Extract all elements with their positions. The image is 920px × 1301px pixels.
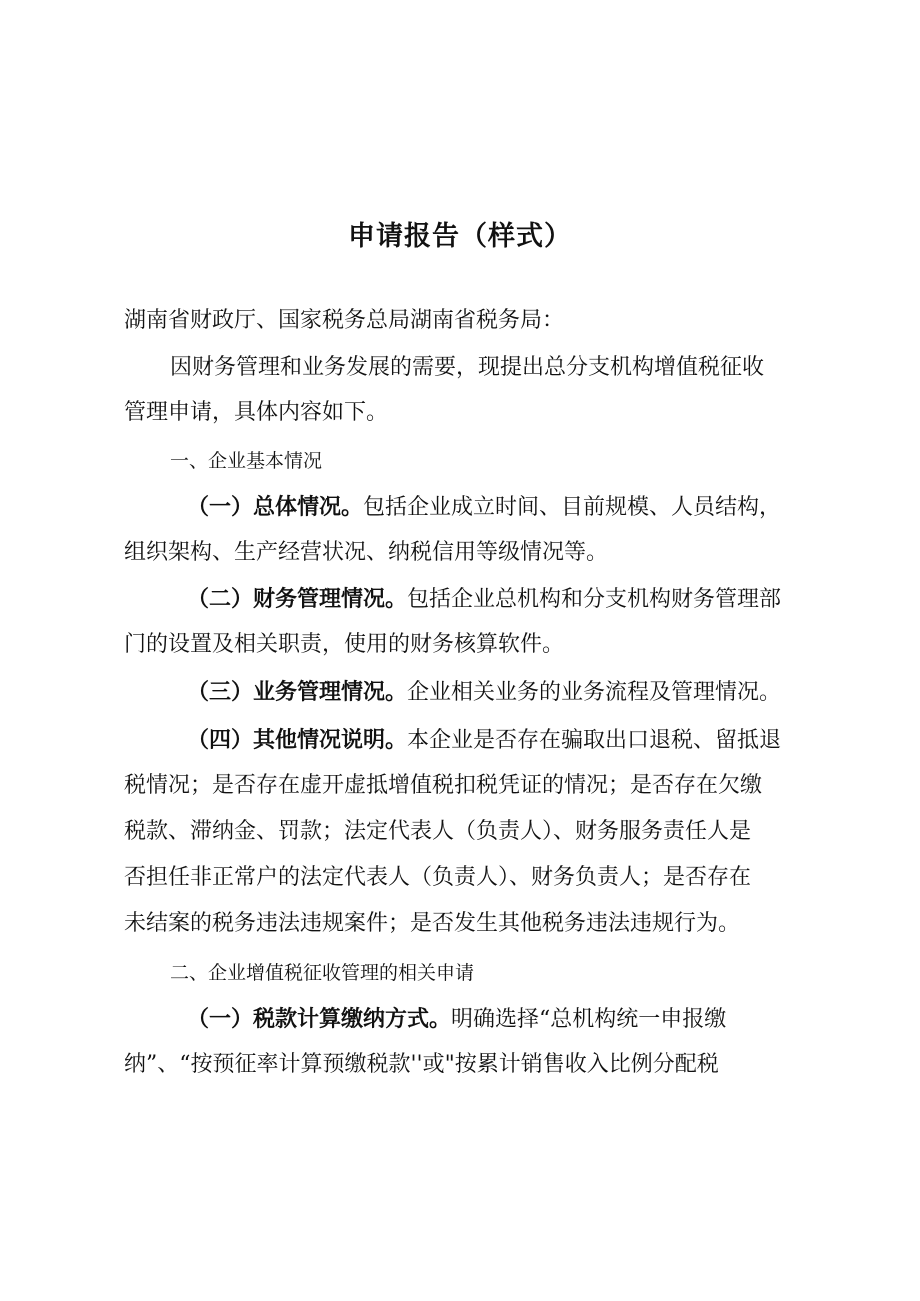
- paragraph-line: 税情况；是否存在虚开虚抵增值税扣税凭证的情况；是否存在欠缴: [124, 773, 763, 798]
- item-text: 明确选择“总机构统一申报缴: [451, 1007, 727, 1032]
- item-label: （四）其他情况说明。: [187, 727, 408, 753]
- paragraph-line: [187, 725, 781, 756]
- item-text: 本企业是否存在骗取出口退税、留抵退: [407, 728, 782, 753]
- section-heading: 二、企业增值税征收管理的相关申请: [170, 962, 475, 984]
- paragraph-line: 未结案的税务违法违规案件；是否发生其他税务违法违规行为。: [124, 911, 741, 936]
- paragraph-line: 纳”、“按预征率计算预缴税款''或"按累计销售收入比例分配税: [124, 1052, 719, 1077]
- item-label: （三）业务管理情况。: [187, 679, 408, 705]
- paragraph-line: 组织架构、生产经营状况、纳税信用等级情况等。: [124, 540, 609, 565]
- section-heading: 一、企业基本情况: [170, 450, 323, 472]
- paragraph-line: [187, 492, 781, 523]
- item-label: （二）财务管理情况。: [187, 586, 408, 612]
- intro-paragraph-line: 管理申请，具体内容如下。: [124, 400, 389, 425]
- item-text: 包括企业成立时间、目前规模、人员结构，: [363, 495, 782, 520]
- item-text: 企业相关业务的业务流程及管理情况。: [407, 680, 782, 705]
- paragraph-line: [187, 677, 781, 708]
- paragraph-line: 否担任非正常户的法定代表人（负责人）、财务负责人；是否存在: [124, 865, 752, 890]
- item-text: 包括企业总机构和分支机构财务管理部: [407, 587, 782, 612]
- paragraph-line: [187, 1004, 726, 1035]
- paragraph-line: [187, 584, 781, 615]
- salutation: 湖南省财政厅、国家税务总局湖南省税务局：: [124, 308, 565, 333]
- intro-paragraph-line: 因财务管理和业务发展的需要，现提出总分支机构增值税征收: [170, 355, 765, 380]
- paragraph-line: 门的设置及相关职责，使用的财务核算软件。: [124, 632, 565, 657]
- document-title: 申请报告（样式）: [348, 221, 572, 252]
- paragraph-line: 税款、滞纳金、罚款；法定代表人（负责人）、财务服务责任人是: [124, 819, 752, 844]
- item-label: （一）税款计算缴纳方式。: [187, 1006, 452, 1032]
- item-label: （一）总体情况。: [187, 494, 364, 520]
